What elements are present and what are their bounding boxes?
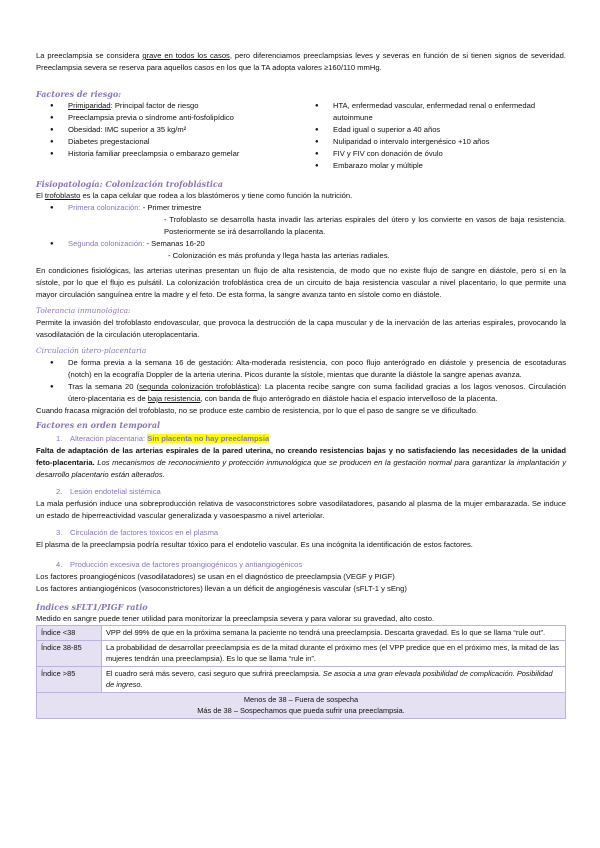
factor-4-label: Producción excesiva de factores proangiogénicos y antiangiogénicos: [70, 560, 303, 569]
indices-table: [36, 625, 566, 719]
document-page: [36, 50, 566, 719]
indices-value-text: La probabilidad de desarrollar preeclampsia es de la mitad durante el próximo mes (el VPP predice que en el próximo mes, la mitad de las mujeres tendrán una preeclampsia). Es lo que se llama “rule in”.: [106, 642, 559, 663]
indices-row: [37, 640, 566, 666]
indices-footer-row: [37, 692, 566, 718]
risk-factor-item: ● Embarazo molar y múltiple: [301, 160, 566, 172]
factor-1-number: 1.: [56, 434, 63, 443]
factor-2-label: Lesión endotelial sistémica: [70, 487, 161, 496]
second-label: Segunda colonización:: [68, 239, 145, 248]
indices-value: [102, 666, 566, 692]
item2-text-b: ): La placenta recibe sangre con suma facilidad gracias a los lagos venosos. Circulación útero-placentaria es de: [68, 382, 566, 403]
indices-value-italic: Se asocia a una gran elevada posibilidad de complicación. Posibilidad de ingreso.: [106, 668, 553, 689]
factor-4-text-1: Los factores proangiogénicos (vasodilatadores) se usan en el diagnóstico de preeclampsia (VEGF y PIGF): [36, 572, 395, 581]
item2-underline-2: baja resistencia: [147, 394, 201, 403]
factor-1-highlight: Sin placenta no hay preeclampsia: [147, 434, 270, 443]
factor-3-heading: [36, 527, 566, 539]
factor-3-number: 3.: [56, 528, 63, 537]
fisio-paragraph: En condiciones fisiológicas, las arterias uterinas presentan un flujo de alta resistencia, de modo que no existe flujo de sangre en diástole, pero sí en la sístole, por lo que el flujo es pulsátil. La colonización trofoblástica crea de un circuito de baja resistencia vascular a nivel placentario, lo que permite una mayor circulación sanguínea entre la madre y el feto. De esta forma, la sangre avanza tanto en sístole como en diástole.: [36, 266, 566, 299]
orden-heading: Factores en orden temporal: [36, 420, 161, 430]
tolerancia-heading: Tolerancia inmunológica:: [36, 306, 131, 315]
risk-list-left: [36, 100, 301, 172]
factor-2-text: La mala perfusión induce una sobreproducción relativa de vasoconstrictores sobre vasodilatadores, pasando al plasma de la mujer embarazada. Se induce un estado de hiperreactividad vascular generalizada y vasoespasmo a nivel arteriolar.: [36, 499, 566, 520]
factor-3-label: Circulación de factores tóxicos en el plasma: [70, 528, 219, 537]
item2-underline-1: segunda colonización trofoblástica: [139, 382, 258, 391]
risk-factor-item: [36, 112, 301, 124]
circulacion-heading: Circulación útero-placentaria: [36, 346, 147, 355]
circulacion-item-1: ● De forma previa a la semana 16 de gestación: Alta-moderada resistencia, con poco flujo anterógrado en diástole y presencia de escotaduras (notch) en la ecografía Doppler de la arteria uterina. Picos durante la sístole, mientas que durante la diástole la sangre apenas avanza.: [36, 357, 566, 381]
factor-1-main: Falta de adaptación de las arterias espirales de la pared uterina, no creando resistencias bajas y no satisfaciendo las necesidades de la unidad feto-placentaria.: [36, 446, 566, 467]
def-text: El: [36, 191, 45, 200]
factor-2-number: 2.: [56, 487, 63, 496]
indices-value-text: El cuadro será más severo, casi seguro que sufrirá preeclampsia.: [106, 668, 321, 678]
risk-list-right: [301, 100, 566, 172]
risk-factor-item: ● FIV y FIV con donación de óvulo: [301, 148, 566, 160]
risk-factor-text: : Principal factor de riesgo: [110, 101, 199, 110]
risk-factor-item: ● Edad igual o superior a 40 años: [301, 124, 566, 136]
circulacion-fail: Cuando fracasa migración del trofoblasto, no se produce este cambio de resistencia, por lo que el paso de sangre se ve dificultado.: [36, 406, 478, 415]
risk-columns: [36, 100, 566, 172]
risk-factor-text: Obesidad: IMC superior a 35 kg/m²: [68, 125, 187, 134]
indices-table-body: [37, 626, 566, 693]
indices-value: [102, 640, 566, 666]
intro-paragraph: [36, 50, 566, 74]
intro-text-2: , pero diferenciamos preeclampsias leves y severas en función de si tienen signos de severidad. Preeclampsia severa se reserva para aquellos casos en los que la TA adopta valores ≥160/110 mmHg.: [36, 51, 566, 72]
factor-2-heading: [36, 486, 566, 498]
factor-3-text: El plasma de la preeclampsia podría resultar tóxico para el endotelio vascular. Es una incógnita la identificación de estos factores.: [36, 540, 473, 549]
second-line1: - Semanas 16-20: [144, 239, 205, 248]
second-colonization: [36, 238, 566, 262]
fisio-heading: Fisiopatología: Colonización trofoblástica: [36, 179, 223, 189]
risk-factor-item: [36, 136, 301, 148]
item2-text-c: , con banda de flujo anterógrado en diástole hacia el espacio intervelloso de la placenta.: [200, 394, 498, 403]
factor-1-heading: [36, 433, 566, 445]
risk-factor-item: ● HTA, enfermedad vascular, enfermedad renal o enfermedad autoinmune: [301, 100, 566, 124]
indices-key: Índice >85: [37, 666, 102, 692]
tolerancia-text: Permite la invasión del trofoblasto endovascular, que provoca la destrucción de la capa muscular y de la inervación de las arterias espirales, provocando la vasodilatación de la circulación uteroplacentaria.: [36, 318, 566, 339]
factor-4-heading: [36, 559, 566, 571]
risk-factor-item: [36, 100, 301, 112]
first-line1: - Primer trimestre: [140, 203, 202, 212]
indices-intro: Medido en sangre puede tener utilidad para monitorizar la preeclampsia severa y para valorar su gravedad, alto costo.: [36, 614, 435, 623]
def-text-2: es la capa celular que rodea a los blastómeros y tiene como función la nutrición.: [80, 191, 353, 200]
factor-4-number: 4.: [56, 560, 63, 569]
colonization-list: [36, 202, 566, 262]
indices-row: [37, 666, 566, 692]
risk-factor-text: Preeclampsia previa o síndrome anti-fosfolipídico: [68, 113, 234, 122]
indices-footer-1: Menos de 38 – Fuera de sospecha: [243, 694, 359, 704]
first-line2: - Trofoblasto se desarrolla hasta invadir las arterias espirales del útero y los convierte en vasos de baja resistencia. Posteriormente se irá desarrollando la placenta.: [164, 215, 566, 236]
indices-key: Índice <38: [37, 626, 102, 641]
circulacion-list: [36, 357, 566, 405]
risk-factor-item: [36, 124, 301, 136]
circulacion-item-2: [36, 381, 566, 405]
indices-heading: Índices sFLT1/PIGF ratio: [36, 602, 148, 612]
trofoblasto-definition: [36, 190, 566, 202]
item2-text-a: Tras la semana 20 (: [68, 382, 140, 391]
first-colonization: [36, 202, 566, 238]
factor-1-label: Alteración placentaria:: [70, 434, 146, 443]
risk-factor-underline: Primiparidad: [68, 101, 111, 110]
risk-factor-text: Historia familiar preeclampsia o embarazo gemelar: [68, 149, 240, 158]
intro-underline: grave en todos los casos: [142, 51, 230, 60]
indices-footer-cell: [37, 692, 566, 718]
intro-text: La preeclampsia se considera: [36, 51, 143, 60]
risk-heading: Factores de riesgo:: [36, 89, 122, 99]
factor-1-italic: Los mecanismos de reconocimiento y protección inmunológica que se producen en la gestación normal para garantizar la implantación y desarrollo placentario están alterados.: [36, 458, 566, 479]
first-label: Primera colonización:: [68, 203, 141, 212]
indices-row: [37, 626, 566, 641]
indices-value: [102, 626, 566, 641]
second-line2: - Colonización es más profunda y llega hasta las arterias radiales.: [168, 251, 390, 260]
risk-factor-text: Diabetes pregestacional: [68, 137, 150, 146]
indices-footer-2: Más de 38 – Sospechamos que pueda sufrir una preeclampsia.: [197, 706, 405, 715]
factor-1-text: [36, 445, 566, 481]
indices-key: Índice 38-85: [37, 640, 102, 666]
def-underline: trofoblasto: [44, 191, 81, 200]
risk-factor-item: [36, 148, 301, 160]
indices-value-text: VPP del 99% de que en la próxima semana la paciente no tendrá una preeclampsia. Descarta gravedad. Es lo que se llama “rule out”.: [106, 628, 546, 637]
factor-4-text-2: Los factores antiangiogénicos (vasoconstrictores) llevan a un déficit de angiogénesis vascular (sFLT-1 y sEng): [36, 584, 407, 593]
risk-factor-item: ● Nuliparidad o intervalo intergenésico +10 años: [301, 136, 566, 148]
